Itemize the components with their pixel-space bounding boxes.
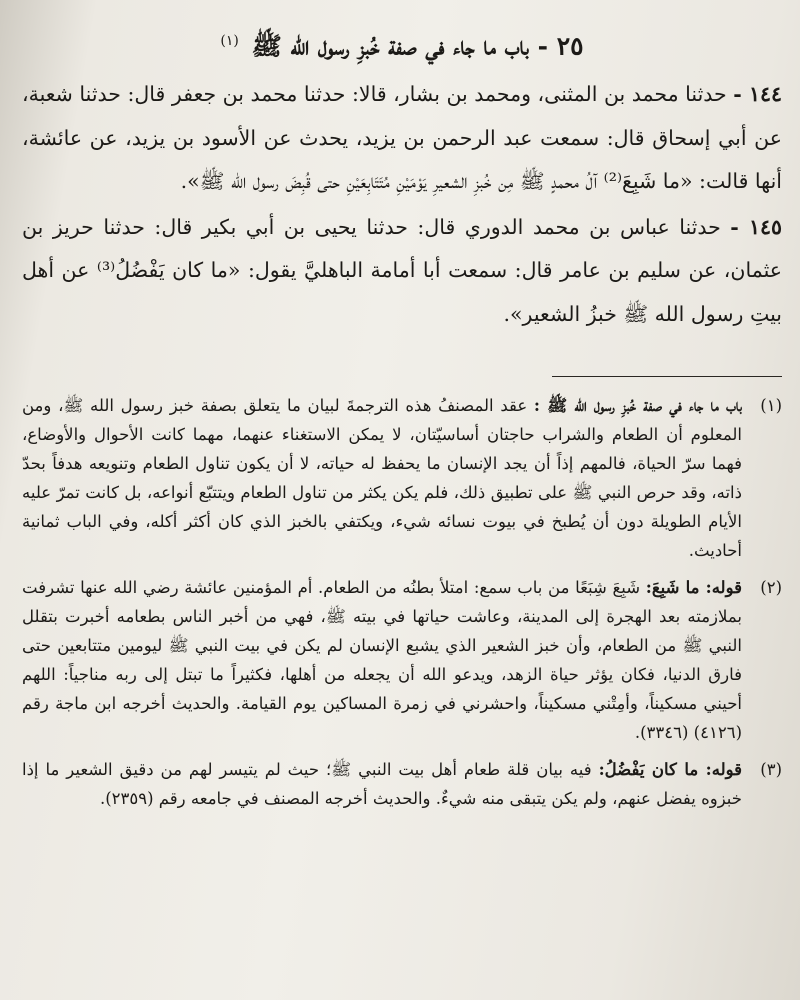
hadith-number: ١٤٥ -	[730, 214, 782, 239]
footnote-text: شَبِعَ شِبَعًا من باب سمع: امتلأ بطنُه من الطعام. أم المؤمنين عائشة رضي الله عنها تشرفت بملازمته بعد الهجرة إلى المدينة، وعاشت حياتها في بيته ﷺ، فهي من أخبر الناس بطعامه أخبرت بتقلل النبي ﷺ من الطعام، وأن خبز الشعير الذي يشبع الإنسان لم يكن في بيت النبي ﷺ ليومين متتابعين حتى فارق الدنيا، فكان يؤثر حياة الزهد، ويدعو الله أن يجعله من أهلها، فكثيراً ما تبتل إلى ربه مناجياً: اللهم أحيني مسكيناً، وأمِتْني مسكيناً، واحشرني في زمرة المساكين يوم القيامة. والحديث أخرجه ابن ماجة رقم (٤١٢٦) (٣٣٤٦).	[22, 578, 742, 743]
footnote-number: (١)	[760, 396, 782, 416]
footnote-number: (٢)	[760, 578, 782, 598]
footnote-2	[22, 573, 782, 747]
footnote-text: فيه بيان قلة طعام أهل بيت النبي ﷺ؛ حيث لم يتيسر لهم من دقيق الشعير ما إذا خبزوه يفضل عنهم، ولم يكن يتبقى منه شيءٌ. والحديث أخرجه المصنف في جامعه رقم (٢٣٥٩).	[22, 760, 742, 809]
footnote-lead: باب ما جاء في صفة خُبزِ رسول الله ﷺ :	[533, 396, 743, 416]
footnote-1	[22, 391, 782, 565]
footnote-body	[22, 391, 742, 565]
footnote-divider	[552, 376, 782, 377]
hadith-text: حدثنا محمد بن المثنى، ومحمد بن بشار، قالا: حدثنا محمد بن جعفر قال: حدثنا شعبة، عن أبي إسحاق قال: سمعت عبد الرحمن بن يزيد، يحدث عن الأسود بن يزيد، عن عائشة، أنها قالت: «ما شَبِعَ⁽²⁾ آلُ محمدٍ ﷺ مِن خُبزِ الشعيرِ يَوْمَيْنِ مُتَتَابِعَيْنِ حتى قُبِضَ رسول الله ﷺ».	[22, 82, 782, 194]
footnote-body	[22, 755, 742, 813]
chapter-heading	[22, 24, 782, 63]
footnote-text: عقد المصنفُ هذه الترجمةَ لبيان ما يتعلق بصفة خبز رسول الله ﷺ، ومن المعلوم أن الطعام والشراب حاجتان أساسيّتان، لا يمكن الاستغناء عنهما، مهما كانت الأحوال والأوضاع، فهما سرّ الحياة، فالمهم إذاً أن يجد الإنسان ما يحفظ له حياته، لا أن يكون تناول الطعام وتنويعه هدفاً بحدّ ذاته، وقد حرص النبي ﷺ على تطبيق ذلك، فلم يكن يكثر من تناول الطعام ويتتبّع أنواعه، بل كانت تمرّ عليه الأيام الطويلة دون أن يُطبخ في بيوت نسائه شيء، ويكتفي بالخبز الذي كان أكثر أكله، وفي الباب ثمانية أحاديث.	[22, 396, 742, 561]
footnote-lead: قوله: ما كان يَفْضُلُ:	[598, 760, 743, 780]
hadith-text: حدثنا عباس بن محمد الدوري قال: حدثنا يحيى بن أبي بكير قال: حدثنا حريز بن عثمان، عن سليم بن عامر قال: سمعت أبا أمامة الباهليَّ يقول: «ما كان يَفْضُلُ⁽³⁾ عن أهل بيتِ رسول الله ﷺ خبزُ الشعير».	[22, 214, 782, 326]
hadith-145	[22, 206, 782, 337]
hadith-144	[22, 73, 782, 204]
chapter-footnote-ref: (١)	[220, 33, 239, 49]
footnote-3	[22, 755, 782, 813]
footnote-lead: قوله: ما شَبِعَ:	[645, 578, 742, 598]
chapter-title: ٢٥ - باب ما جاء في صفة خُبزِ رسول الله ﷺ	[251, 31, 584, 61]
hadith-number: ١٤٤ -	[733, 82, 782, 107]
footnote-body	[22, 573, 742, 747]
footnote-number: (٣)	[760, 760, 782, 780]
